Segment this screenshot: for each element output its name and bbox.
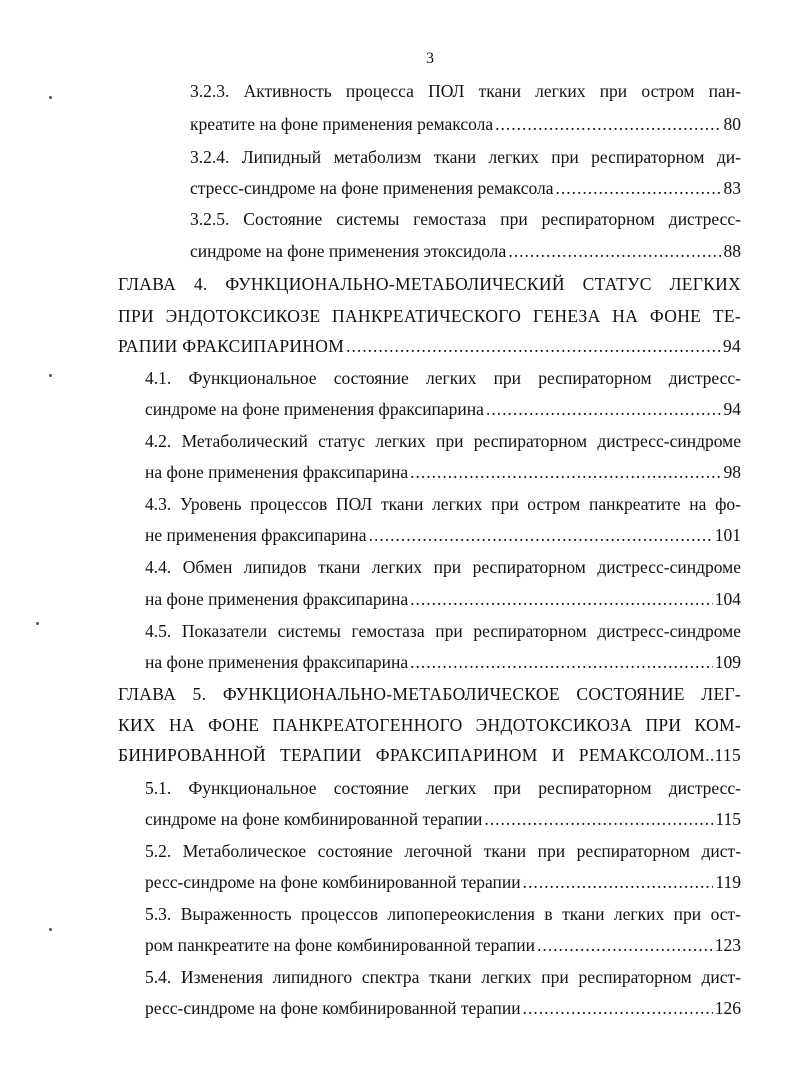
toc-entry-line — [145, 588, 741, 610]
toc-page-number: 80 — [723, 114, 741, 134]
toc-page-number: 119 — [715, 872, 741, 892]
dot-leader — [523, 997, 713, 1019]
toc-entry-line: ГЛАВА 4. ФУНКЦИОНАЛЬНО-МЕТАБОЛИЧЕСКИЙ СТАТУС ЛЕГКИХ — [118, 274, 741, 294]
dot-leader — [537, 934, 713, 956]
toc-entry-line: КИХ НА ФОНЕ ПАНКРЕАТОГЕННОГО ЭНДОТОКСИКОЗА ПРИ КОМ- — [118, 715, 741, 735]
toc-entry-line: ГЛАВА 5. ФУНКЦИОНАЛЬНО-МЕТАБОЛИЧЕСКОЕ СОСТОЯНИЕ ЛЕГ- — [118, 684, 741, 704]
toc-entry-line: 4.3. Уровень процессов ПОЛ ткани легких при остром панкреатите на фо- — [145, 494, 741, 514]
toc-entry-line: 4.2. Метаболический статус легких при респираторном дистресс-синдроме — [145, 431, 741, 451]
scan-speck — [49, 374, 52, 377]
toc-page-number: 101 — [714, 525, 741, 545]
toc-entry-text: ром панкреатите на фоне комбинированной терапии — [145, 935, 535, 955]
scan-speck — [36, 622, 39, 625]
toc-page-number: 88 — [723, 241, 741, 261]
toc-page-number: 109 — [714, 652, 741, 672]
toc-entry-line: ПРИ ЭНДОТОКСИКОЗЕ ПАНКРЕАТИЧЕСКОГО ГЕНЕЗА НА ФОНЕ ТЕ- — [118, 306, 741, 326]
toc-entry-text: не применения фраксипарина — [145, 525, 367, 545]
dot-leader — [508, 240, 721, 262]
toc-entry-line — [145, 997, 741, 1019]
scan-speck — [49, 96, 52, 99]
dot-leader — [410, 651, 713, 673]
toc-entry-line: 4.1. Функциональное состояние легких при респираторном дистресс- — [145, 368, 741, 388]
toc-entry-line: 5.3. Выраженность процессов липопереокисления в ткани легких при ост- — [145, 904, 741, 924]
dot-leader — [523, 871, 714, 893]
toc-entry-text: на фоне применения фраксипарина — [145, 462, 409, 482]
toc-entry-line — [118, 335, 741, 357]
toc-entry-text: РАПИИ ФРАКСИПАРИНОМ — [118, 336, 345, 356]
toc-entry-line — [145, 524, 741, 546]
toc-page-number: 98 — [723, 462, 741, 482]
toc-entry-line: 4.4. Обмен липидов ткани легких при респираторном дистресс-синдроме — [145, 557, 741, 577]
toc-entry-text: синдроме на фоне применения этоксидола — [190, 241, 507, 261]
page-number: 3 — [426, 50, 434, 67]
dot-leader — [346, 335, 721, 357]
toc-entry-line — [145, 808, 741, 830]
toc-page-number: 94 — [723, 399, 741, 419]
toc-entry-text: ресс-синдроме на фоне комбинированной терапии — [145, 998, 521, 1018]
dot-leader — [556, 177, 722, 199]
toc-page-number: 115 — [715, 809, 741, 829]
toc-entry-line: БИНИРОВАННОЙ ТЕРАПИИ ФРАКСИПАРИНОМ И РЕМАКСОЛОМ..115 — [118, 745, 741, 765]
dot-leader — [495, 113, 721, 135]
dot-leader — [369, 524, 713, 546]
dot-leader — [486, 398, 722, 420]
toc-entry-line — [190, 240, 741, 262]
toc-entry-line: 5.2. Метаболическое состояние легочной ткани при респираторном дист- — [145, 841, 741, 861]
toc-entry-line: 3.2.3. Активность процесса ПОЛ ткани легких при остром пан- — [190, 81, 741, 101]
toc-entry-line — [190, 177, 741, 199]
toc-page-number: 123 — [714, 935, 741, 955]
toc-entry-line — [145, 461, 741, 483]
toc-entry-line — [145, 934, 741, 956]
toc-entry-line — [145, 651, 741, 673]
toc-entry-line — [145, 871, 741, 893]
dot-leader — [410, 588, 713, 610]
toc-page-number: 94 — [722, 336, 741, 356]
toc-page-number: 126 — [714, 998, 741, 1018]
toc-entry-line — [190, 113, 741, 135]
toc-entry-line: 3.2.4. Липидный метаболизм ткани легких при респираторном ди- — [190, 147, 741, 167]
toc-entry-text: на фоне применения фраксипарина — [145, 652, 409, 672]
toc-entry-text: ресс-синдроме на фоне комбинированной терапии — [145, 872, 521, 892]
toc-entry-line: 4.5. Показатели системы гемостаза при респираторном дистресс-синдроме — [145, 621, 741, 641]
toc-entry-text: на фоне применения фраксипарина — [145, 589, 409, 609]
toc-entry-line: 5.1. Функциональное состояние легких при респираторном дистресс- — [145, 778, 741, 798]
scan-speck — [49, 928, 52, 931]
dot-leader — [410, 461, 721, 483]
toc-entry-text: синдроме на фоне комбинированной терапии — [145, 809, 483, 829]
toc-entry-line: 3.2.5. Состояние системы гемостаза при респираторном дистресс- — [190, 209, 741, 229]
toc-page-number: 83 — [723, 178, 741, 198]
toc-entry-line: 5.4. Изменения липидного спектра ткани легких при респираторном дист- — [145, 967, 741, 987]
toc-entry-text: синдроме на фоне применения фраксипарина — [145, 399, 484, 419]
toc-entry-text: стресс-синдроме на фоне применения ремаксола — [190, 178, 554, 198]
toc-entry-text: креатите на фоне применения ремаксола — [190, 114, 494, 134]
toc-entry-line — [145, 398, 741, 420]
dot-leader — [484, 808, 713, 830]
toc-page-number: 104 — [714, 589, 741, 609]
